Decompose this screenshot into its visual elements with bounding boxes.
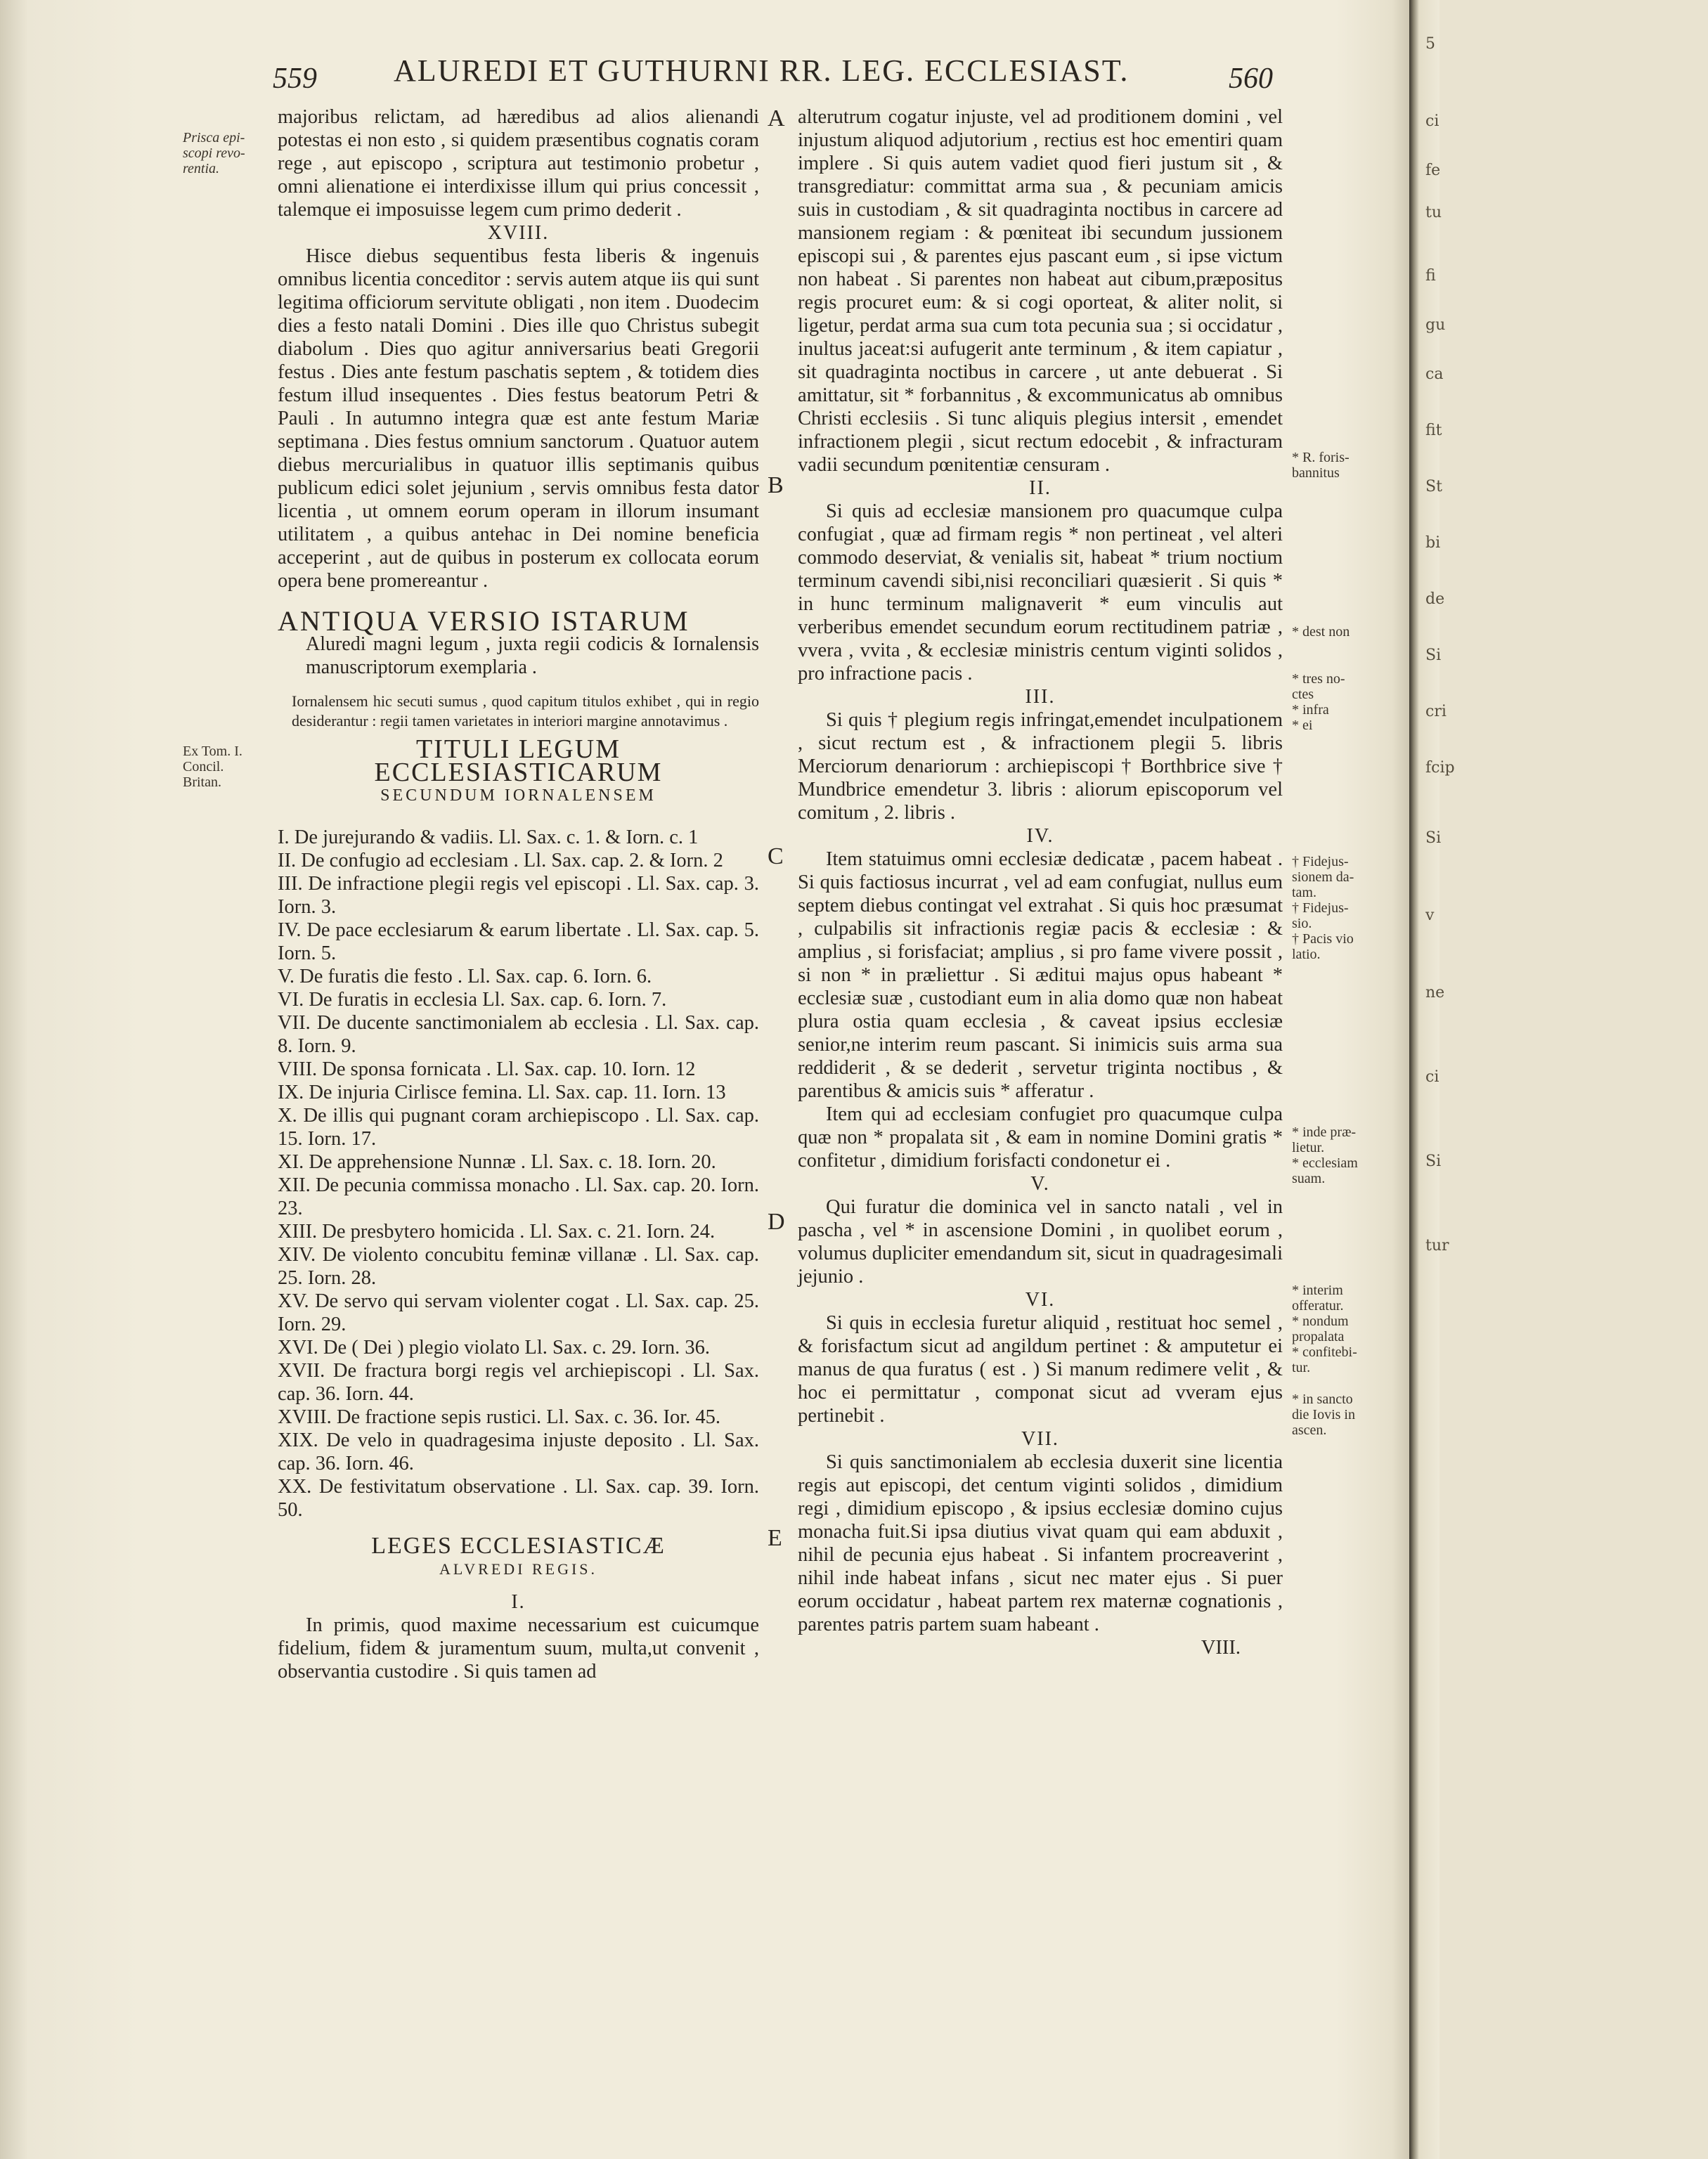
left-column (278, 105, 759, 1683)
chapter-number: II. (1029, 477, 1052, 499)
toc-entry: XVII. De fractura borgi regis vel archiepiscopi . Ll. Sax. cap. 36. Iorn. 44. (278, 1360, 759, 1405)
chapter-number: VII. (1021, 1428, 1059, 1450)
section-heading: ANTIQUA VERSIO ISTARUM (278, 605, 690, 637)
paragraph: Si quis ad ecclesiæ mansionem pro quacumque culpa confugiat , quæ ad firmam regis * non pertineat , vel alteri commodo deserviat, & venialis sit, habeat * trium noctium terminum cavendi sibi,nisi reconciliari quæsierit . Si quis * in hunc terminum malignaverit * eum vinculis aut verberibus emendet secundum eorum rectitudinem patriæ , vvera , vvita , & ecclesiæ ministris centum viginti solidos , pro infractione pacis . (798, 500, 1283, 685)
section-mark-d: D (768, 1209, 785, 1235)
right-margin-note: † Fidejus- sionem da- tam. † Fidejus- sio. † Pacis vio latio. (1292, 854, 1354, 962)
toc-entry: VI. De furatis in ecclesia Ll. Sax. cap. 6. Iorn. 7. (278, 989, 667, 1011)
chapter-number: I. (511, 1591, 526, 1613)
running-title: ALUREDI ET GUTHURNI RR. LEG. ECCLESIAST. (394, 53, 1130, 88)
paragraph: majoribus relictam, ad hæredibus ad alios alienandi potestas ei non esto , si quidem præsentibus cognatis coram rege , aut episcopo , scriptura aut testimonio probetur , omni alienatione ei interdixisse illum qui prius concessit , talemque ei imposuisse legem cum primo dederit . (278, 106, 759, 221)
section-mark-a: A (768, 105, 785, 131)
chapter-number: XVIII. (487, 222, 550, 244)
toc-entry: XVI. De ( Dei ) plegio violato Ll. Sax. c. 29. Iorn. 36. (278, 1337, 710, 1359)
left-margin-note-1: Prisca epi- scopi revo- rentia. (183, 130, 245, 176)
toc-entry: XII. De pecunia commissa monacho . Ll. Sax. cap. 20. Iorn. 23. (278, 1174, 759, 1219)
left-margin-note-2: Ex Tom. I. Concil. Britan. (183, 744, 242, 790)
chapter-number: V. (1030, 1173, 1050, 1195)
toc-entry: XIV. De violento concubitu feminæ villanæ . Ll. Sax. cap. 25. Iorn. 28. (278, 1244, 759, 1289)
table-of-contents (278, 826, 759, 1522)
section-mark-e: E (768, 1525, 782, 1551)
right-margin-note: * tres no- ctes * infra * ei (1292, 671, 1345, 733)
chapter-number: III. (1025, 686, 1056, 708)
toc-entry: XVIII. De fractione sepis rustici. Ll. Sax. c. 36. Ior. 45. (278, 1406, 721, 1428)
toc-entry: X. De illis qui pugnant coram archiepiscopo . Ll. Sax. cap. 15. Iorn. 17. (278, 1105, 759, 1150)
right-margin-note: * dest non (1292, 624, 1350, 640)
paragraph: alterutrum cogatur injuste, vel ad proditionem domini , vel injustum aliquod adjutorium , rectius est hoc ementiri quam implere . Si quis autem vadiet quod fieri justum sit , & transgrediatur: committat arma sua , & pecuniam amicis suis in custodiam , & sit quadraginta noctibus in carcere ad mansionem regiam : & pœniteat ibi secundum jussionem episcopi sui , & parentes ejus pascant eum , si ipse victum non habeat . Si parentes non habeat aut cibum,præpositus regis procuret eum: & si cogi oporteat, & aliter nolit, si ligetur, perdat arma sua cum tota pecunia sua ; si occidatur , inultus jaceat:si aufugerit ante terminum , & item capiatur , sit quadraginta noctibus in carcere , ut ante debuerat . Si amittatur, sit * forbannitus , & excommunicatus ab omnibus Christi ecclesiis . Si tunc aliquis plegius intersit , emendet infractionem plegii , sicut rectum edocebit , & infracturam vadii secundum pœnitentiæ censuram . (798, 106, 1283, 476)
toc-title: TITULI LEGUM ECCLESIASTICARUM (374, 734, 663, 787)
toc-entry: III. De infractione plegii regis vel episcopi . Ll. Sax. cap. 3. Iorn. 3. (278, 873, 759, 918)
section-mark-c: C (768, 843, 784, 869)
catchword: VIII. (1201, 1637, 1241, 1659)
toc-entry: XX. De festivitatum observatione . Ll. Sax. cap. 39. Iorn. 50. (278, 1476, 759, 1521)
right-column (798, 105, 1283, 1659)
right-margin-note: * interim offeratur. * nondum propalata * confitebi- tur. (1292, 1283, 1357, 1375)
toc-entry: V. De furatis die festo . Ll. Sax. cap. 6. Iorn. 6. (278, 966, 652, 987)
paragraph: Si quis sanctimonialem ab ecclesia duxerit sine licentia regis aut episcopi, det centum viginti solidos , dimidium regi , dimidium episcopo , & ipsius ecclesiæ domino cujus monacha fuit.Si ipsa diutius vivat quam qui eam abduxit , nihil de pecunia ejus habeat . Si infantem procreaverint , nihil inde habeat infans , sicut nec mater ejus . Si puer eorum occidatur , habeat partem rex maternæ cognationis , parentes patris partem suam habeant . (798, 1451, 1283, 1635)
chapter-number: IV. (1026, 825, 1054, 847)
right-page-number: 560 (1229, 63, 1273, 95)
paragraph: Item qui ad ecclesiam confugiet pro quacumque culpa quæ non * propalata sit , & eam in nomine Domini gratis * confitetur , dimidium forisfacti condonetur ei . (798, 1103, 1283, 1172)
paragraph: Hisce diebus sequentibus festa liberis & ingenuis omnibus licentia conceditor : servis autem atque iis qui sunt legitima officiorum servitute obligati , non item . Duodecim dies a festo natali Domini . Dies ille quo Christus subegit diabolum . Dies quo agitur anniversarius beati Gregorii festus . Dies ante festum paschatis septem , & totidem dies festum illud insequentes . Dies festus beatorum Petri & Pauli . In autumno integra quæ est ante festum Mariæ septimana . Dies festus omnium sanctorum . Quatuor autem diebus mercurialibus in quatuor illis septimanis quibus publicum edici solet jejunium , servis omnibus festa dator licentia , ut omnem eorum operam in illorum insumant utilitatem , a quibus antehac in Dei nomine beneficia acceperint , aut de quibus in posterum ex collocata eorum opera bene promereantur . (278, 245, 759, 592)
paragraph: Si quis † plegium regis infringat,emendet inculpationem , sicut rectum est , & infractionem plegii 5. libris Merciorum denariorum : archiepiscopi † Borthbrice sive † Mundbrice emendetur 3. libris : aliorum episcoporum vel comitum , 2. libris . (798, 709, 1283, 824)
toc-entry: XI. De apprehensione Nunnæ . Ll. Sax. c. 18. Iorn. 20. (278, 1151, 716, 1173)
right-margin-note: * R. foris- bannitus (1292, 450, 1350, 481)
toc-subtitle: SECUNDUM IORNALENSEM (380, 786, 656, 805)
right-margin-note: * inde præ- lietur. * ecclesiam suam. (1292, 1124, 1358, 1186)
paragraph: Item statuimus omni ecclesiæ dedicatæ , pacem habeat . Si quis factiosus incurrat , vel ad eam confugiat, nullus eum septem diebus contingat vel extrahat . Si quis hoc præsumat , culpabilis sit infractionis regiæ pacis & ecclesiæ : & amplius , si forisfaciat; amplius , si pro fame vivere possit , si non * in præliettur . Si æditui majus opus habeant * ecclesiæ suæ , custodiant eum in alia domo quæ non habeat plura ostia quam ecclesia , & caveat ipsius ecclesiæ senior,ne interim reum pascant. Si inimicis suis arma sua reddiderit , & se dederit , servetur triginta noctibus , & parentibus & amicis suis * afferatur . (798, 848, 1283, 1102)
chapter-number: VI. (1025, 1289, 1056, 1311)
paragraph: Qui furatur die dominica vel in sancto natali , vel in pascha , vel * in ascensione Domini , in quolibet eorum , volumus dupliciter emendandum sit, sicut in quadragesimali jejunio . (798, 1196, 1283, 1288)
toc-entry: XV. De servo qui servam violenter cogat . Ll. Sax. cap. 25. Iorn. 29. (278, 1290, 759, 1335)
toc-entry: IV. De pace ecclesiarum & earum libertate . Ll. Sax. cap. 5. Iorn. 5. (278, 919, 759, 964)
laws-subtitle: ALVREDI REGIS. (439, 1560, 598, 1578)
toc-entry: I. De jurejurando & vadiis. Ll. Sax. c. 1. & Iorn. c. 1 (278, 826, 699, 848)
paragraph: Si quis in ecclesia furetur aliquid , restituat hoc semel , & forisfactum sicut ad angildum pertinet : & amputetur ei manus de qua furatus ( est . ) Si manum redimere velit , & hoc ei permittatur , componat sicut ad vveram ejus pertinebit . (798, 1312, 1283, 1427)
toc-entry: VII. De ducente sanctimonialem ab ecclesia . Ll. Sax. cap. 8. Iorn. 9. (278, 1012, 759, 1057)
toc-entry: IX. De injuria Cirlisce femina. Ll. Sax. cap. 11. Iorn. 13 (278, 1082, 726, 1103)
section-subheading: Aluredi magni legum , juxta regii codicis & Iornalensis manuscriptorum exemplaria . (306, 633, 759, 678)
toc-entry: II. De confugio ad ecclesiam . Ll. Sax. cap. 2. & Iorn. 2 (278, 850, 723, 871)
editorial-note: Iornalensem hic secuti sumus , quod capitum titulos exhibet , qui in regio desiderantur : regii tamen varietates in interiori margine annotavimus . (292, 692, 759, 730)
left-page-number: 559 (273, 63, 317, 95)
toc-entry: VIII. De sponsa fornicata . Ll. Sax. cap. 10. Iorn. 12 (278, 1058, 696, 1080)
toc-entry: XIII. De presbytero homicida . Ll. Sax. c. 21. Iorn. 24. (278, 1221, 716, 1243)
toc-entry: XIX. De velo in quadragesima injuste deposito . Ll. Sax. cap. 36. Iorn. 46. (278, 1429, 759, 1474)
paragraph: In primis, quod maxime necessarium est cuicumque fidelium, fidem & juramentum suum, multa,ut convenit , observantia custodire . Si quis tamen ad (278, 1614, 759, 1683)
section-mark-b: B (768, 472, 784, 498)
laws-title: LEGES ECCLESIASTICÆ (371, 1533, 666, 1559)
right-margin-note: * in sancto die Iovis in ascen. (1292, 1392, 1355, 1438)
